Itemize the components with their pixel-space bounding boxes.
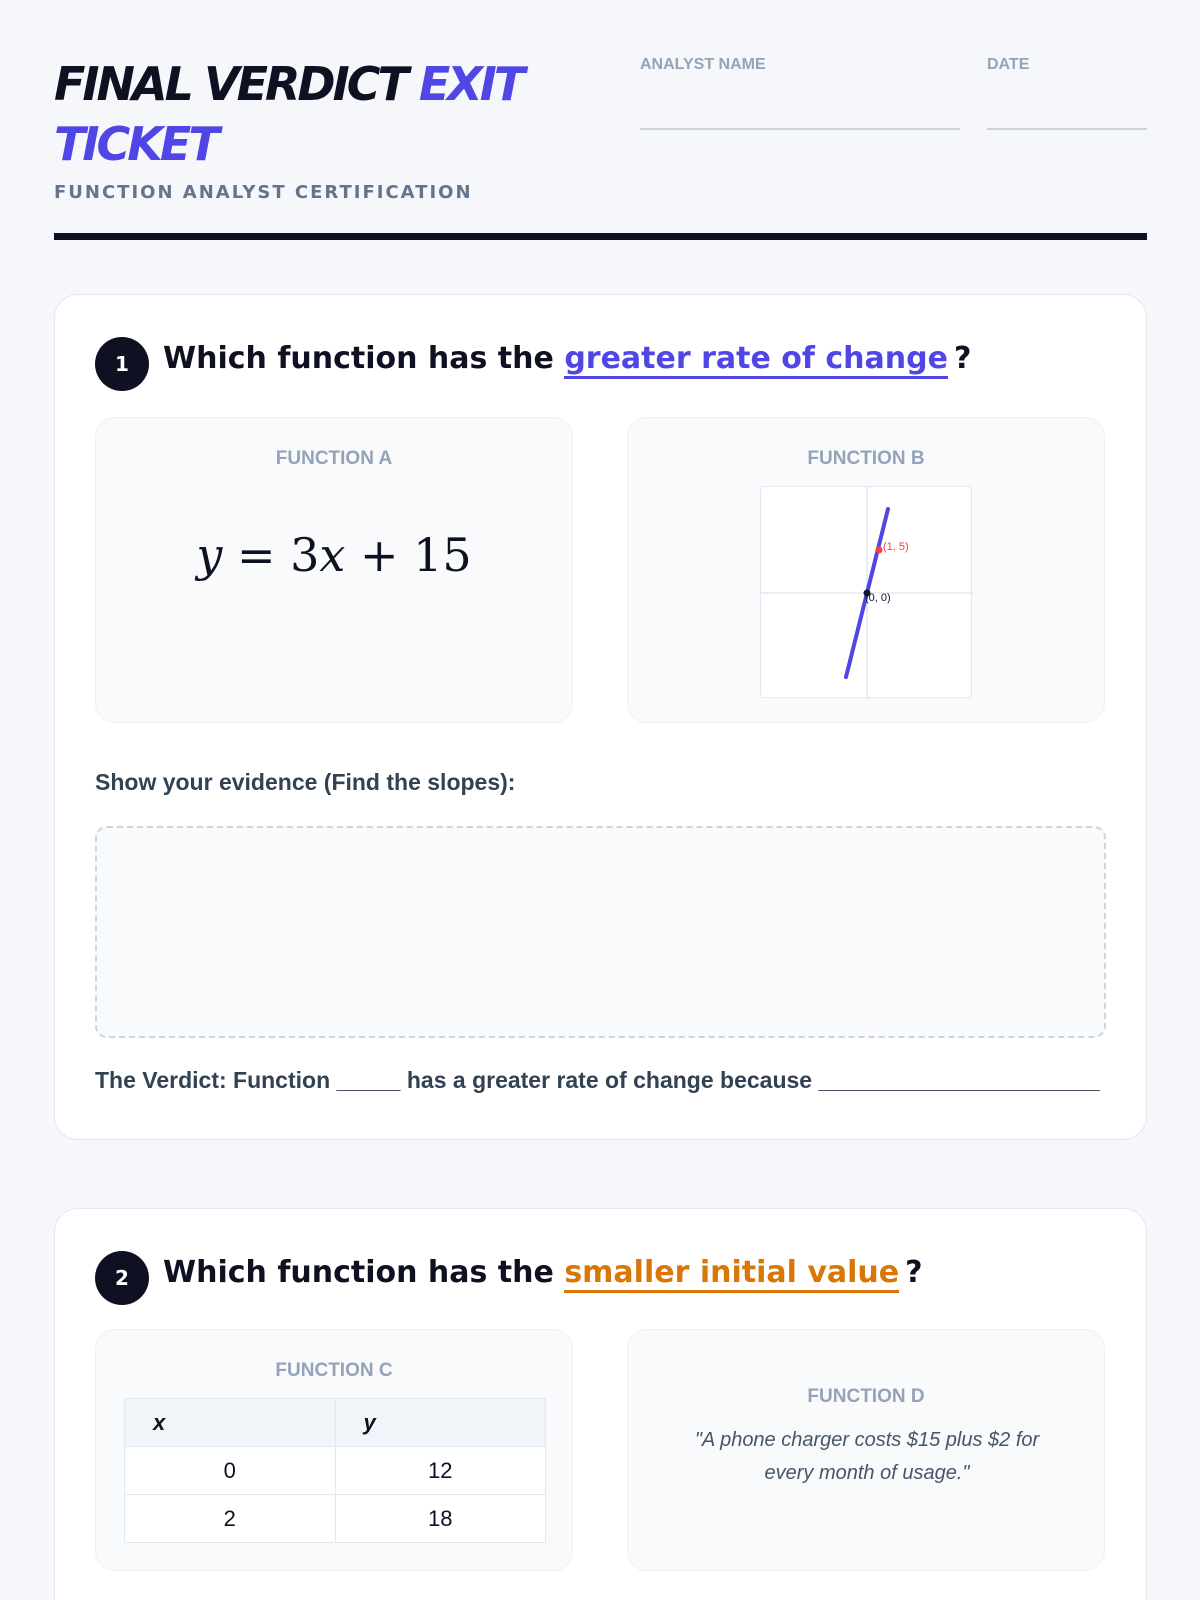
function-d-panel [627, 1329, 1105, 1571]
table-row [125, 1495, 546, 1543]
table-header-row [125, 1399, 546, 1447]
function-c-panel [95, 1329, 573, 1571]
worksheet-title: FINAL VERDICT EXIT TICKET [54, 57, 523, 171]
highlight-initial-value: smaller initial value [564, 1255, 899, 1293]
date-field[interactable] [987, 128, 1147, 130]
table-cell: 12 [335, 1447, 546, 1495]
function-c-table [124, 1398, 546, 1543]
verdict-sentence[interactable]: The Verdict: Function _____ has a greater rate of change because ______________________ [95, 1067, 1100, 1093]
question-1-text: Which function has the greater rate of change ? [163, 341, 971, 376]
function-c-label: FUNCTION C [275, 1360, 393, 1381]
analyst-name-field[interactable] [640, 128, 960, 130]
question-2-card [54, 1208, 1147, 1600]
date-label: DATE [987, 56, 1030, 73]
question-number-badge: 1 [95, 337, 149, 391]
table-header-y: y [335, 1399, 546, 1447]
function-a-equation: y = 3x + 15 [196, 528, 472, 582]
function-d-label: FUNCTION D [807, 1386, 925, 1407]
analyst-name-label: ANALYST NAME [640, 56, 766, 73]
evidence-label: Show your evidence (Find the slopes): [95, 769, 516, 795]
worksheet-header [54, 0, 1147, 242]
table-cell: 2 [125, 1495, 336, 1543]
point-1-5-label: (1, 5) [883, 541, 909, 553]
table-row [125, 1447, 546, 1495]
question-2-text: Which function has the smaller initial value ? [163, 1255, 923, 1290]
function-d-description: "A phone charger costs $15 plus $2 for every month of usage." [694, 1429, 1040, 1484]
question-number-badge: 2 [95, 1251, 149, 1305]
table-header-x: x [125, 1399, 336, 1447]
worksheet-subtitle: FUNCTION ANALYST CERTIFICATION [54, 182, 473, 203]
function-b-graph [760, 486, 972, 698]
function-b-label: FUNCTION B [807, 448, 925, 469]
point-origin-label: (0, 0) [865, 592, 891, 604]
question-1-card [54, 294, 1147, 1140]
evidence-input-area[interactable] [95, 826, 1106, 1038]
header-divider [54, 233, 1147, 240]
table-cell: 18 [335, 1495, 546, 1543]
highlight-rate-of-change: greater rate of change [564, 341, 948, 379]
function-a-panel [95, 417, 573, 723]
function-a-label: FUNCTION A [275, 448, 393, 469]
graph-svg [761, 487, 973, 699]
table-cell: 0 [125, 1447, 336, 1495]
point-1-5 [876, 547, 883, 554]
function-b-panel [627, 417, 1105, 723]
